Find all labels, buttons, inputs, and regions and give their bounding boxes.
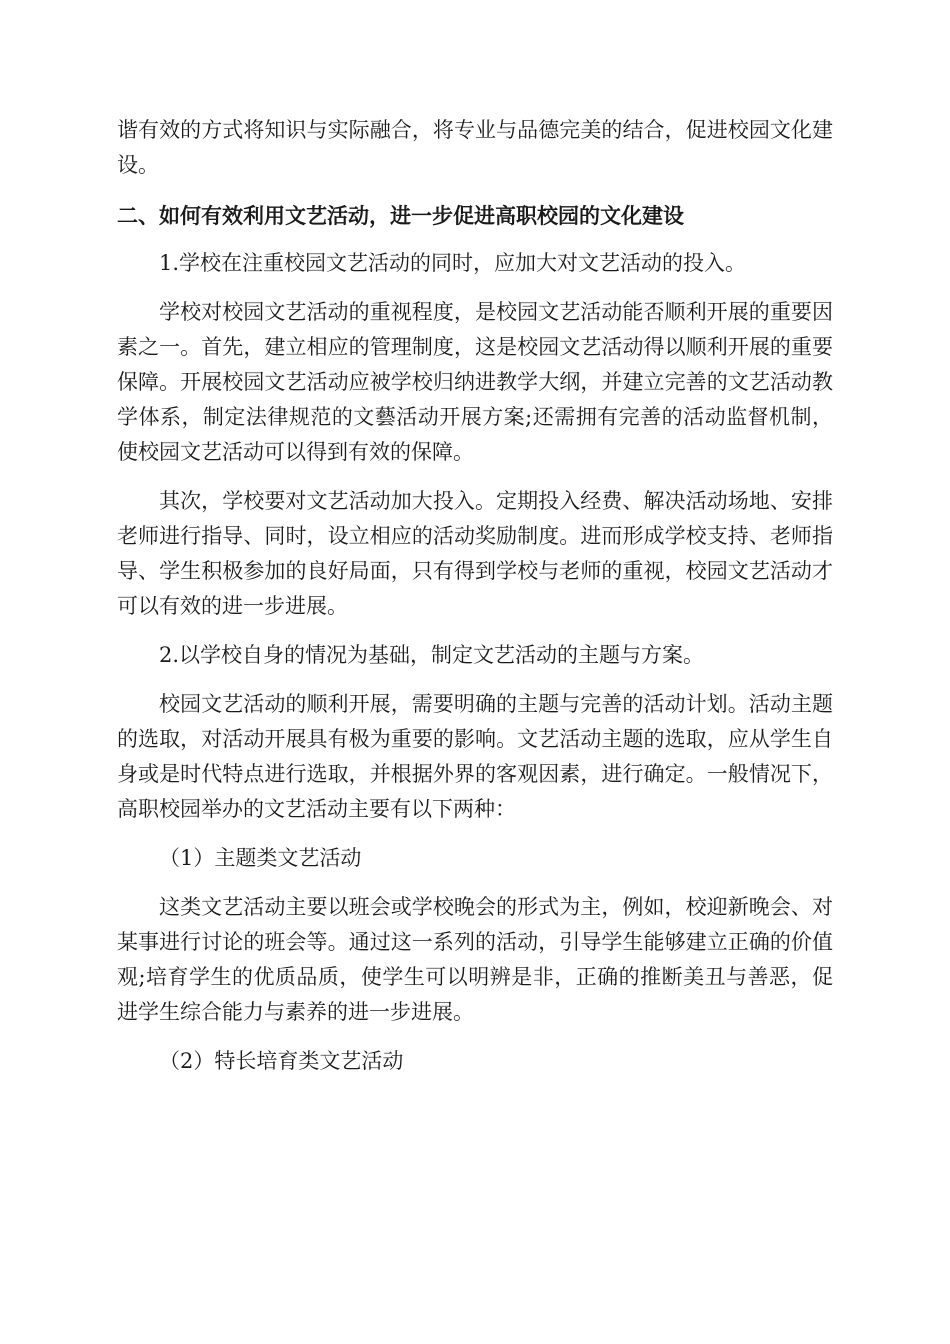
paragraph-subitem-1: （1）主题类文艺活动 (159, 846, 362, 870)
paragraph-continuation: 谐有效的方式将知识与实际融合，将专业与品德完美的结合，促进校园文化建设。 (117, 118, 833, 177)
paragraph-point-1: 1.学校在注重校园文艺活动的同时，应加大对文艺活动的投入。 (159, 251, 747, 275)
paragraph-body: 这类文艺活动主要以班会或学校晚会的形式为主，例如，校迎新晚会、对某事进行讨论的班会等。通过这一系列的活动，引导学生能够建立正确的价值观;培育学生的优质品质，使学生可以明辨是非，正确的推断美丑与善恶，促进学生综合能力与素养的进一步进展。 (117, 895, 833, 1024)
paragraph-body: 校园文艺活动的顺利开展，需要明确的主题与完善的活动计划。活动主题的选取，对活动开展具有极为重要的影响。文艺活动主题的选取，应从学生自身或是时代特点进行选取，并根据外界的客观因素，进行确定。一般情况下，高职校园举办的文艺活动主要有以下两种： (117, 692, 833, 821)
paragraph-point-2: 2.以学校自身的情况为基础，制定文艺活动的主题与方案。 (159, 643, 705, 667)
paragraph-subitem-2: （2）特长培育类文艺活动 (159, 1049, 404, 1073)
section-heading: 二、如何有效利用文艺活动，进一步促进高职校园的文化建设 (117, 204, 684, 228)
paragraph-body: 其次，学校要对文艺活动加大投入。定期投入经费、解决活动场地、安排老师进行指导、同时，设立相应的活动奖励制度。进而形成学校支持、老师指导、学生积极参加的良好局面，只有得到学校与老师的重视，校园文艺活动才可以有效的进一步进展。 (117, 489, 833, 618)
document-body (117, 113, 833, 1093)
paragraph-body: 学校对校园文艺活动的重视程度，是校园文艺活动能否顺利开展的重要因素之一。首先，建立相应的管理制度，这是校园文艺活动得以顺利开展的重要保障。开展校园文艺活动应被学校归纳进教学大纲，并建立完善的文艺活动教学体系，制定法律规范的文藝活动开展方案;还需拥有完善的活动监督机制，使校园文艺活动可以得到有效的保障。 (117, 300, 833, 464)
